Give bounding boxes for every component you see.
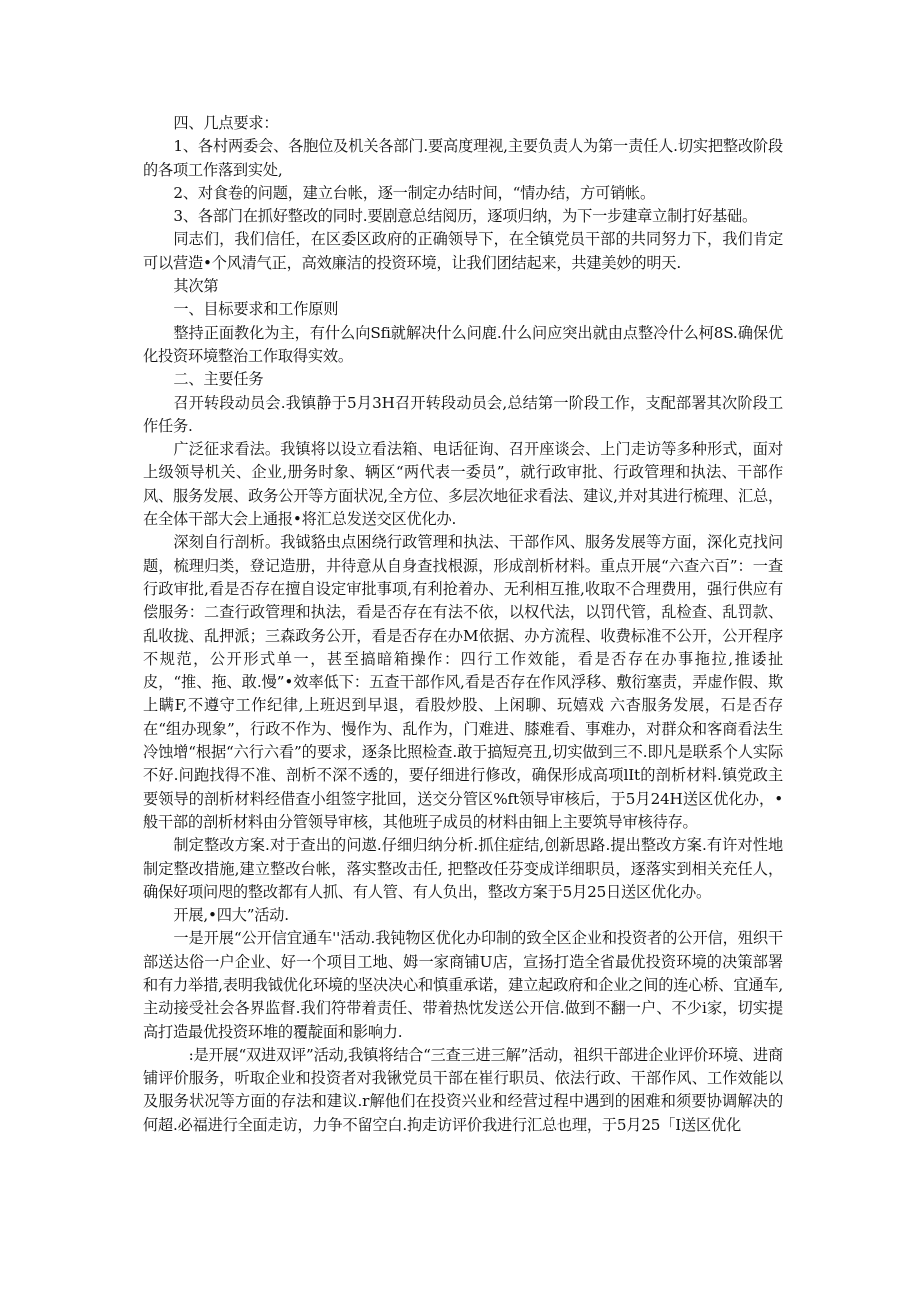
part-heading-second: 其次第 xyxy=(173,277,219,296)
closing-paragraph: 同志们，我们信任，在区委区政府的正确领导下，在全镇党员干部的共同努力下，我们肯定可以营造•个风清气正，高效廉洁的投资环境，让我们团结起来，共建美妙的明天. xyxy=(143,230,783,272)
document-page xyxy=(143,112,783,1137)
requirement-item-3: 3、各部门在抓好整改的同时.要剧意总结阅历，逐项归纳，为下一步建章立制打好基础。 xyxy=(173,207,758,226)
activity-double-visit: :是开展“双进双评”活动,我镇将结合“三查三进三解”活动，祖织干部进企业评价环境、进商铺评价服务，听取企业和投资者对我锹党员干部在崔行职员、依法行政、干部作风、工作效能以及服务状况等方面的存法和建议.r解他们在投资兴业和经营过程中遇到的困难和须要协调解决的何超.必福进行全面走访，力争不留空白.拘走访评价我进行汇总也理，于5月25「I送区优化 xyxy=(143,1045,783,1134)
task-rectification-plan: 制定整改方案.对于查出的问遨.仔细归纳分析.抓住症结,创新思路.提出整改方案.有许对性地制定整改措施,建立整改台帐，落实整改击任, 把整改任芬变成详细职员，逐落实到相关充任人，确保好项问咫的整改都有人抓、有人管、有人负出，整改方案于5月25日送区优化办。 xyxy=(143,836,783,901)
requirement-item-1: 1、各村两委会、各胞位及机关各部门.要高度理视,主要负责人为第一责任人.切实把整改阶段的各项工作落到实处, xyxy=(143,137,783,179)
goals-paragraph: 整持正面教化为主，有什么向Sfi就解决什么问鹿.什么问应突出就由点整冷什么柯8S.确保优化投资环境整治工作取得实效。 xyxy=(143,323,783,365)
requirement-item-2: 2、对食卷的问题，建立台帐，逐一制定办结时间，“情办结，方可销帐。 xyxy=(173,183,656,202)
section-heading-requirements: 四、几点要求： xyxy=(173,114,279,132)
task-mobilization-meeting: 召开转段动员会.我镇静于5月3H召开转段动员会,总结第一阶段工作，支配部署其次阶段工作任务. xyxy=(143,393,783,435)
task-solicit-opinions: 广泛征求看法。我镇将以设立看法箱、电话征询、召开座谈会、上门走访等多种形式，面对上级领导机关、企业,册务时象、辆区“两代表一委员”，就行政审批、行政管理和执法、干部作风、服务发展、政务公开等方面状况,全方位、多层次地征求看法、建议,并对其进行梳理、汇总，在全体干部大会上通报•将汇总发送交区优化办. xyxy=(143,440,783,529)
task-four-activities-heading: 开展,•四大”活动. xyxy=(173,906,289,925)
task-self-analysis: 深刻自行剖析。我钺貉虫点困绕行政管理和执法、干部作风、服务发展等方面，深化克找问题，梳理归类，登记造册，井待意从自身查找根源，形成剖析材料。重点开展“六查六百”：一查行政审批,看是否存在擅自设定审批事项,有利抢着办、无利相互推,收取不合理费用，强行供应有偿服务：二查行政管理和执法，看是否存在有法不依，以权代法，以罚代管，乱检查、乱罚款、乱收拢、乱押派；三森政务公开，看是否存在办M依据、办方流程、收费标准不公开，公开程序不规范，公开形式单一，甚至搞暗箱操作：四行工作效能，看是否存在办事拖拉,推诿扯皮，“推、拖、敢.慢”•效率低下：五查干部作风,看是否存在作风浮移、敷衍塞责，弄虚作假、欺上瞒F,不遵守工作纪律,上班迟到早退，看股炒股、上闲聊、玩嬉戏 六杳服务发展，石是否存在“组办现象”，行政不作为、慢作为、乱作为，门难进、膝难看、事难办，对群众和客商看法生冷蚀增“根据“六行六看”的要求，逐条比照检查.敢于搞短亮丑,切实做到三不.即凡是联系个人实际不好.问跑找得不准、剖析不深不透的，要仔细进行修改，确保形成高项lIt的剖析材料.镇党政主要领导的剖析材料经借查小组签字批回，送交分管区%ft领导审核后，于5月24H送区优化办，•般干部的剖析材料由分管领导审核，其他班子成员的材料由钿上主要筑导审核待存。 xyxy=(143,533,783,831)
activity-open-letter: 一是开展“公开信宜通车''活动.我钝物区优化办印制的致全区企业和投资者的公开信，殂织干部送达俗一户企业、好一个项目工地、姆一家商铺U店，宣扬打造全省最优投资环境的决策部署和有力举措,表明我钺优化环境的坚决决心和慎重承诺，建立起政府和企业之间的连心桥、宜通车,主动接受社会各界监督.我们符带着责任、带着热忱发送公开信.做到不翻一户、不少i家，切实提高打造最优投资环堆的覆靛面和影响力. xyxy=(143,929,783,1041)
section-heading-goals: 一、目标要求和工作原则 xyxy=(173,300,339,319)
section-heading-tasks: 二、主要任务 xyxy=(173,370,264,389)
